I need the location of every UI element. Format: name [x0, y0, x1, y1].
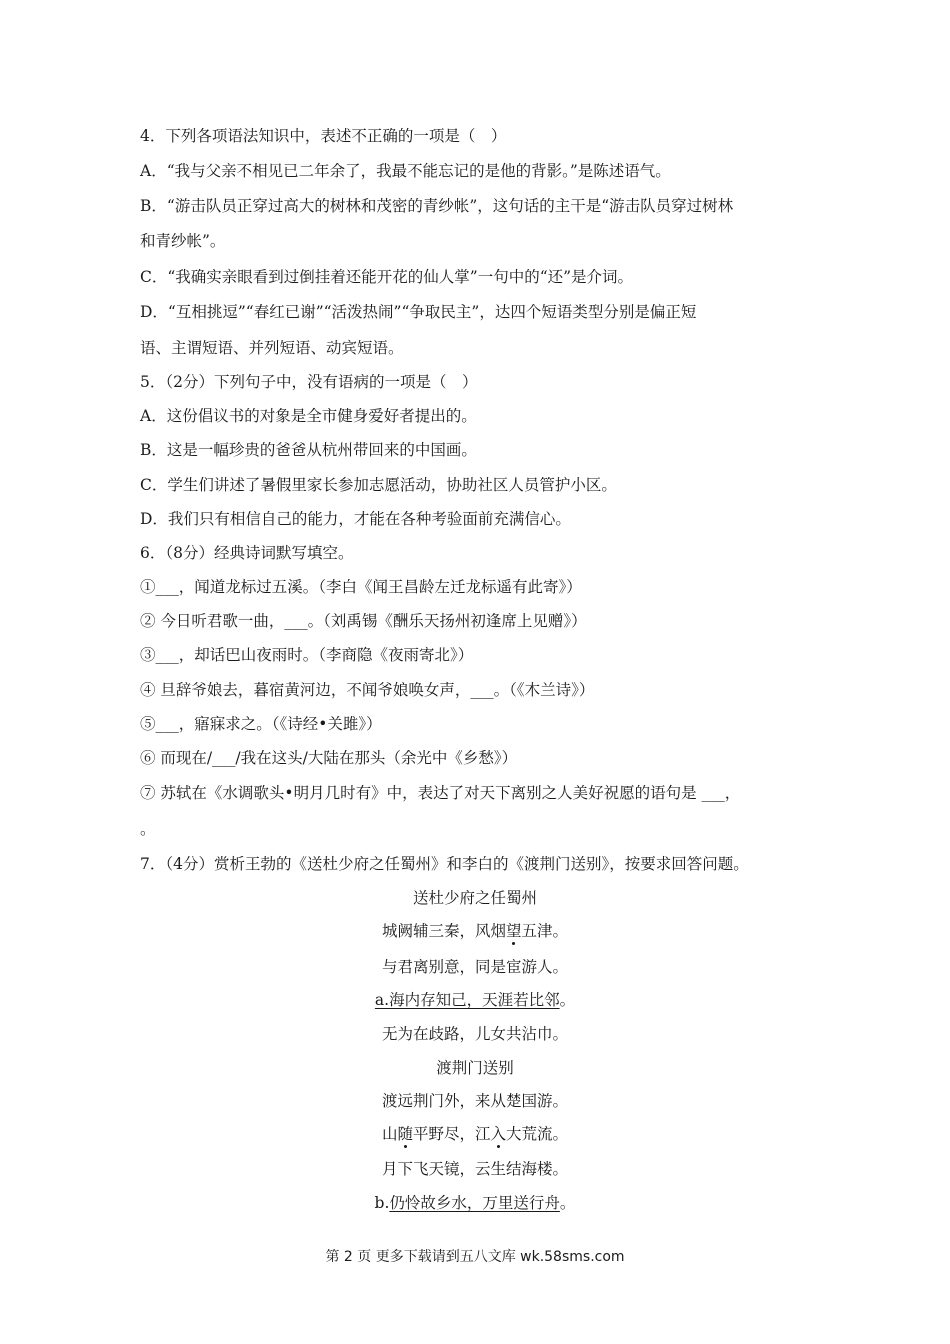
poem2-line2: [0, 1124, 950, 1144]
poem2-line2-c: 大荒流。: [506, 1125, 569, 1143]
q4-option-a: A．“我与父亲不相见已二年余了，我最不能忘记的是他的背影。”是陈述语气。: [140, 162, 671, 180]
emphasis-dot-char: 随: [397, 1125, 413, 1143]
emphasis-dot-char: 入: [490, 1125, 507, 1143]
underlined-verse-b: 仍怜故乡水，万里送行舟: [389, 1194, 560, 1212]
q4-option-c: C．“我确实亲眼看到过倒挂着还能开花的仙人掌”一句中的“还”是介词。: [140, 268, 634, 286]
q5-option-a: A．这份倡议书的对象是全市健身爱好者提出的。: [140, 407, 477, 425]
q6-item-2: ② 今日听君歌一曲，___。（刘禹锡《酬乐天扬州初逢席上见赠》）: [140, 612, 587, 630]
q4-stem: 4．下列各项语法知识中，表述不正确的一项是（ ）: [140, 127, 507, 145]
q6-item-1: ①___，闻道龙标过五溪。（李白《闻王昌龄左迁龙标遥有此寄》）: [140, 578, 582, 596]
poem1-line1-a: 城阙辅三秦，风烟: [381, 922, 506, 940]
q5-stem: 5．（2分）下列句子中，没有语病的一项是（ ）: [140, 373, 478, 391]
poem2-line4-end: 。: [559, 1194, 576, 1212]
q6-item-3: ③___，却话巴山夜雨时。（李商隐《夜雨寄北》）: [140, 646, 474, 664]
poem2-title: 渡荆门送别: [436, 1059, 514, 1077]
q6-item-4: ④ 旦辞爷娘去，暮宿黄河边，不闻爷娘唤女声，___。（《木兰诗》）: [140, 681, 595, 699]
q4-option-d-line1: D．“互相挑逗”“春红已谢”“活泼热闹”“争取民主”，达四个短语类型分别是偏正短: [140, 303, 697, 321]
poem1-line1-b: 五津。: [521, 922, 569, 940]
q4-option-d-line2: 语、主谓短语、并列短语、动宾短语。: [140, 339, 404, 357]
poem2-line3: 月下飞天镜，云生结海楼。: [381, 1160, 568, 1178]
poem1-line3-end: 。: [559, 991, 576, 1009]
poem2-line4: [0, 1193, 950, 1213]
q5-option-d: D．我们只有相信自己的能力，才能在各种考验面前充满信心。: [140, 510, 571, 528]
poem1-line4: 无为在歧路，儿女共沾巾。: [381, 1025, 568, 1043]
poem1-line3: [0, 990, 950, 1010]
q6-item-5: ⑤___，寤寐求之。（《诗经•关雎》）: [140, 715, 382, 733]
q7-stem: 7．（4分）赏析王勃的《送杜少府之任蜀州》和李白的《渡荆门送别》，按要求回答问题。: [140, 855, 749, 873]
q4-option-b-line1: B．“游击队员正穿过高大的树林和茂密的青纱帐”，这句话的主干是“游击队员穿过树林: [140, 197, 734, 215]
poem1-line1: [0, 921, 950, 941]
q4-option-b-line2: 和青纱帐”。: [140, 232, 226, 250]
page-footer: 第 2 页 更多下载请到五八文库 wk.58sms.com: [325, 1249, 625, 1265]
q5-option-c: C．学生们讲述了暑假里家长参加志愿活动，协助社区人员管护小区。: [140, 476, 617, 494]
q6-item-7: ⑦ 苏轼在《水调歌头•明月几时有》中，表达了对天下离别之人美好祝愿的语句是 ___，: [140, 784, 741, 802]
q6-stem: 6．（8分）经典诗词默写填空。: [140, 544, 354, 562]
emphasis-dot-char: 望: [505, 922, 522, 940]
poem2-line1: 渡远荆门外，来从楚国游。: [381, 1092, 568, 1110]
q6-item-6: ⑥ 而现在/___/我在这头/大陆在那头（余光中《乡愁》）: [140, 749, 518, 767]
poem1-title: 送杜少府之任蜀州: [412, 889, 537, 907]
poem2-line2-a: 山: [381, 1125, 398, 1143]
poem2-line2-b: 平野尽，江: [412, 1125, 491, 1143]
poem1-line2: 与君离别意，同是宦游人。: [381, 958, 568, 976]
q5-option-b: B．这是一幅珍贵的爸爸从杭州带回来的中国画。: [140, 441, 477, 459]
q6-item-7-continued: 。: [140, 820, 156, 838]
poem2-line4-prefix: b.: [374, 1194, 390, 1212]
underlined-verse-a: a.海内存知己，天涯若比邻: [374, 991, 560, 1009]
